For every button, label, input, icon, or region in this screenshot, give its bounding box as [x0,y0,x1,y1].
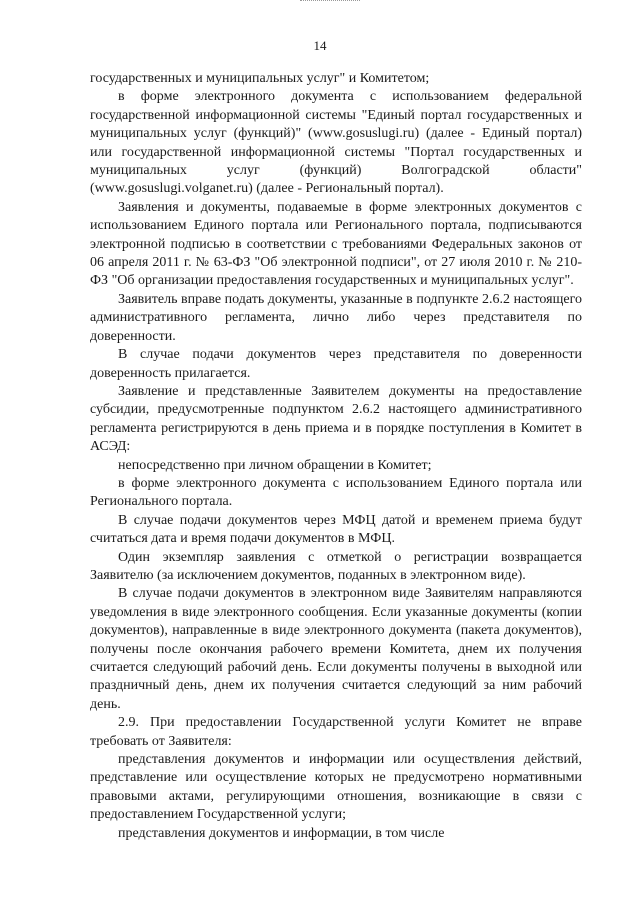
paragraph: представления документов и информации или осуществления действий, представление или осуществление которых не предусмотрено нормативными правовыми актами, регулирующими отношения, возникающие в связи с предоставлением Государственной услуги; [90,752,582,823]
paragraph: государственных и муниципальных услуг" и Комитетом; [90,71,430,86]
paragraph: в форме электронного документа с использованием федеральной государственной информационной системы "Единый портал государственных и муниципальных услуг (функций)" (www.gosuslugi.ru) (далее - Единый портал) или государственной информационной системы "Портал государственных и муниципальных услуг (функций) Волгоградской области" (www.gosuslugi.volganet.ru) (далее - Региональный портал). [90,89,582,197]
paragraph: представления документов и информации, в том числе [118,825,445,841]
paragraph: Заявление и представленные Заявителем документы на предоставление субсидии, предусмотренные подпунктом 2.6.2 настоящего административного регламента регистрируются в день приема и в порядке поступления в Комитет в АСЭД: [90,383,582,455]
paragraph: В случае подачи документов через МФЦ датой и временем приема будут считаться дата и время подачи документов в МФЦ. [90,512,582,547]
paragraph: Заявитель вправе подать документы, указанные в подпункте 2.6.2 настоящего административного регламента, лично либо через представителя по доверенности. [90,291,582,344]
paragraph: В случае подачи документов в электронном виде Заявителям направляются уведомления в виде электронного сообщения. Если указанные документы (копии документов), направленные в виде электронного документа (пакета документов), получены после окончания рабочего времени Комитета, днем их получения считается следующий рабочий день. Если документы получены в выходной или праздничный день, днем их получения считается следующий за ним рабочий день. [90,586,582,712]
paragraph: В случае подачи документов через представителя по доверенности доверенность прилагается. [90,347,582,381]
paragraph: непосредственно при личном обращении в Комитет; [118,457,432,473]
page-number: 14 [313,38,327,53]
paragraph: в форме электронного документа с использованием Единого портала или Регионального портала. [90,475,582,510]
paragraph: 2.9. При предоставлении Государственной услуги Комитет не вправе требовать от Заявителя: [90,715,582,749]
paragraph: Один экземпляр заявления с отметкой о регистрации возвращается Заявителю (за исключением документов, поданных в электронном виде). [90,549,582,583]
scan-header-mark [300,0,360,4]
document-body [90,70,582,843]
paragraph: Заявления и документы, подаваемые в форме электронных документов с использованием Единого портала или Регионального портала, подписываются электронной подписью в соответствии с требованиями Федеральных законов от 06 апреля 2011 г. № 63-ФЗ "Об электронной подписи", от 27 июля 2010 г. № 210-ФЗ "Об организации предоставления государственных и муниципальных услуг". [90,199,582,289]
